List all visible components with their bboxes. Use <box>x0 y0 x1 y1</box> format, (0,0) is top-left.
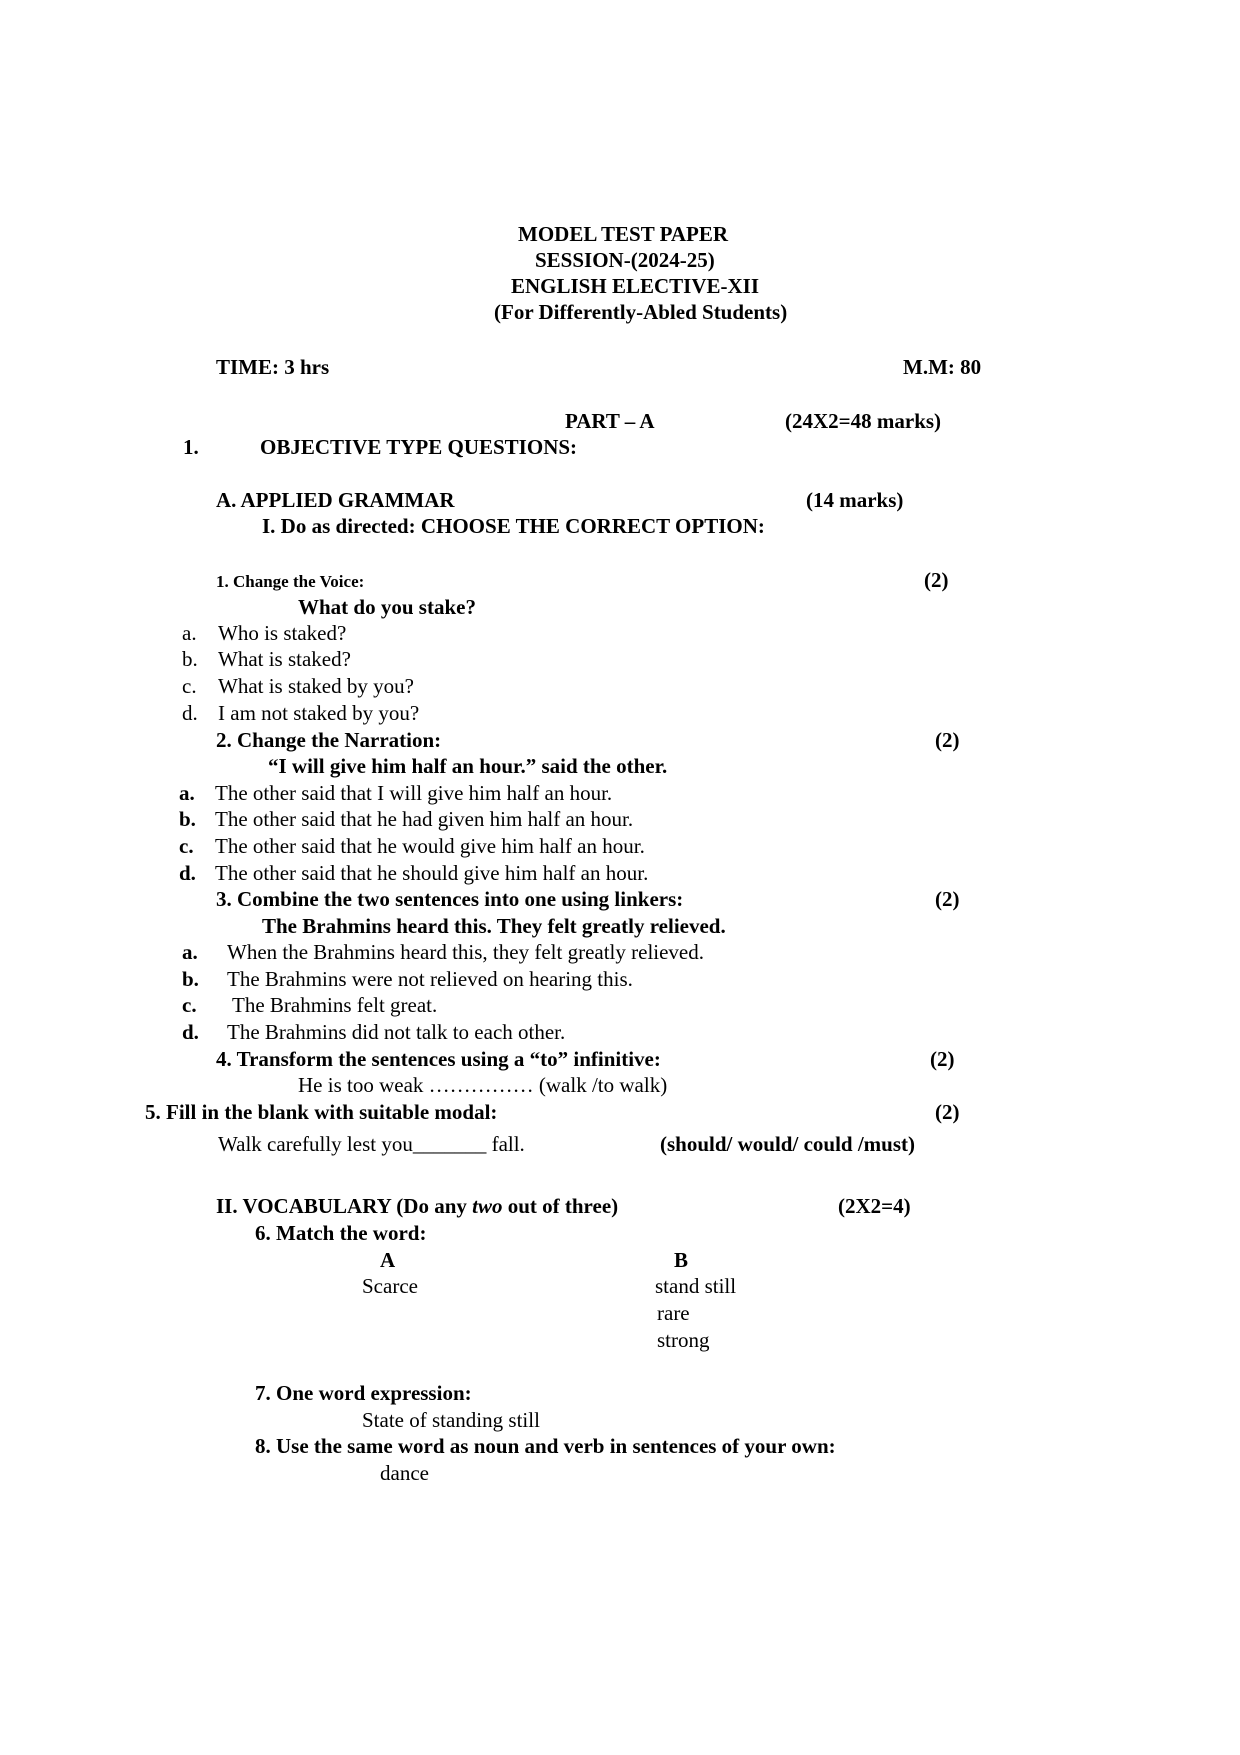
part-a-title: PART – A <box>565 409 655 433</box>
audience-label: (For Differently-Abled Students) <box>494 300 788 324</box>
max-marks-label: M.M: 80 <box>903 355 982 379</box>
q7-heading: 7. One word expression: <box>255 1381 472 1405</box>
part-a-marks: (24X2=48 marks) <box>785 409 942 433</box>
grammar-marks: (14 marks) <box>806 488 904 512</box>
section-number: 1. <box>183 435 199 459</box>
vocab-title-emphasis: two <box>472 1194 503 1218</box>
q4-heading: 4. Transform the sentences using a “to” infinitive: <box>216 1047 661 1071</box>
vocab-title-post: out of three) <box>502 1194 619 1218</box>
q3-heading: 3. Combine the two sentences into one using linkers: <box>216 887 684 911</box>
q3-option-letter: d. <box>182 1020 199 1044</box>
paper-title: MODEL TEST PAPER <box>518 222 729 246</box>
q1-option-text: I am not staked by you? <box>218 701 420 725</box>
grammar-title: A. APPLIED GRAMMAR <box>216 488 455 512</box>
q1-option-text: Who is staked? <box>218 621 347 645</box>
q3-prompt: The Brahmins heard this. They felt greatly relieved. <box>262 914 726 938</box>
q2-prompt: “I will give him half an hour.” said the other. <box>268 754 668 778</box>
q6-word: Scarce <box>362 1274 418 1298</box>
q8-prompt: dance <box>380 1461 429 1485</box>
q3-option-text: The Brahmins were not relieved on hearing this. <box>227 967 633 991</box>
q1-option-letter: c. <box>182 674 197 698</box>
vocab-title-pre: II. VOCABULARY (Do any <box>216 1194 473 1218</box>
q2-option-letter: a. <box>179 781 195 805</box>
grammar-instruction: I. Do as directed: CHOOSE THE CORRECT OPTION: <box>262 514 765 538</box>
q1-option-letter: d. <box>182 701 198 725</box>
subject-label: ENGLISH ELECTIVE-XII <box>511 274 759 298</box>
time-label: TIME: 3 hrs <box>216 355 330 379</box>
q1-option-letter: a. <box>182 621 197 645</box>
q1-marks: (2) <box>924 568 949 592</box>
q2-option-text: The other said that he had given him half an hour. <box>215 807 634 831</box>
section-title: OBJECTIVE TYPE QUESTIONS: <box>260 435 578 459</box>
q3-option-text: When the Brahmins heard this, they felt greatly relieved. <box>227 940 705 964</box>
q6-column-b: B <box>674 1248 689 1272</box>
q3-option-text: The Brahmins felt great. <box>232 993 438 1017</box>
q4-prompt: He is too weak …………… (walk /to walk) <box>298 1073 668 1097</box>
q6-heading: 6. Match the word: <box>255 1221 427 1245</box>
q2-option-text: The other said that I will give him half an hour. <box>215 781 613 805</box>
q2-option-letter: d. <box>179 861 196 885</box>
q1-heading: 1. Change the Voice: <box>216 572 365 591</box>
q6-choice: stand still <box>655 1274 737 1298</box>
q1-option-letter: b. <box>182 647 198 671</box>
q2-option-letter: b. <box>179 807 196 831</box>
q3-option-text: The Brahmins did not talk to each other. <box>227 1020 566 1044</box>
q1-option-text: What is staked by you? <box>218 674 414 698</box>
q8-heading: 8. Use the same word as noun and verb in sentences of your own: <box>255 1434 836 1458</box>
q6-choice: strong <box>657 1328 710 1352</box>
q1-prompt: What do you stake? <box>298 595 476 619</box>
q3-option-letter: c. <box>182 993 197 1017</box>
q3-marks: (2) <box>935 887 960 911</box>
vocab-title <box>216 1196 618 1217</box>
q5-prompt: Walk carefully lest you_______ fall. <box>218 1132 525 1156</box>
q3-option-letter: a. <box>182 940 198 964</box>
q7-prompt: State of standing still <box>362 1408 540 1432</box>
q5-marks: (2) <box>935 1100 960 1124</box>
q5-choices: (should/ would/ could /must) <box>660 1132 915 1156</box>
q6-choice: rare <box>657 1301 690 1325</box>
q2-marks: (2) <box>935 728 960 752</box>
vocab-marks: (2X2=4) <box>838 1194 911 1218</box>
q1-option-text: What is staked? <box>218 647 351 671</box>
q6-column-a: A <box>380 1248 396 1272</box>
q2-option-text: The other said that he would give him half an hour. <box>215 834 645 858</box>
q4-marks: (2) <box>930 1047 955 1071</box>
q2-option-text: The other said that he should give him half an hour. <box>215 861 649 885</box>
q3-option-letter: b. <box>182 967 199 991</box>
session-label: SESSION-(2024-25) <box>535 248 715 272</box>
q5-heading: 5. Fill in the blank with suitable modal: <box>145 1100 498 1124</box>
q2-option-letter: c. <box>179 834 194 858</box>
q2-heading: 2. Change the Narration: <box>216 728 442 752</box>
